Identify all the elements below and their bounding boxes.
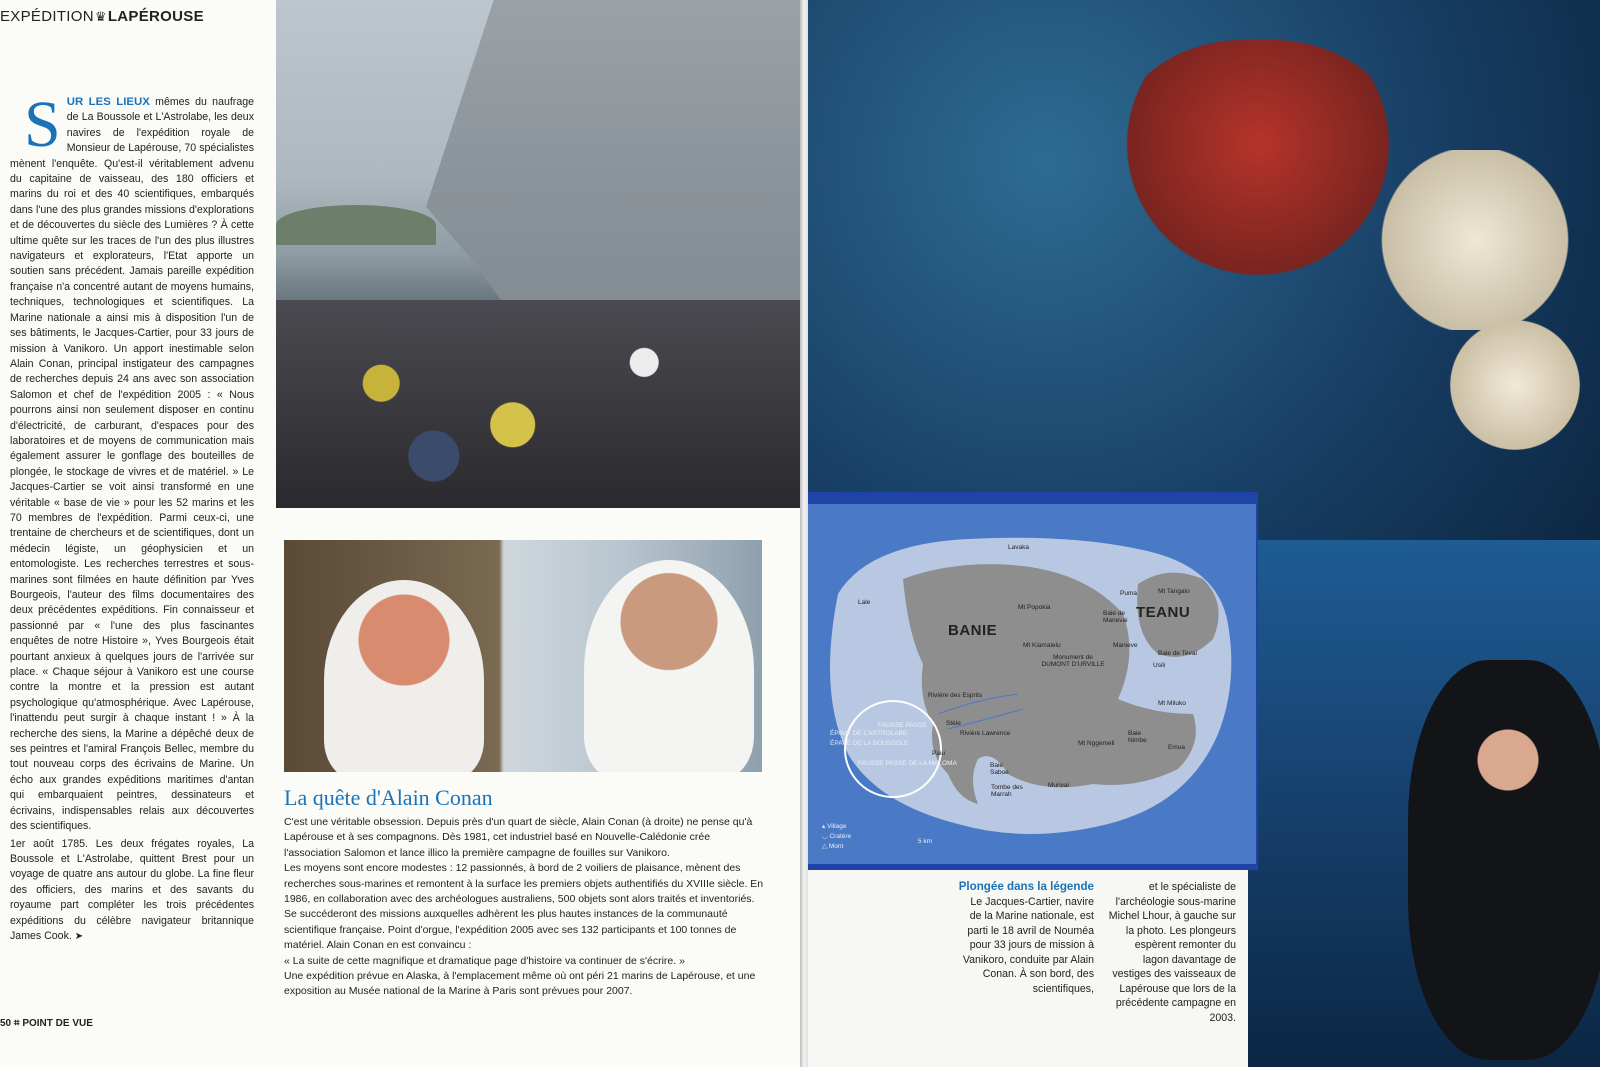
publication-logo-icon: ⌗ (13, 1018, 20, 1029)
map-legend-village: ▴ Village (822, 823, 847, 830)
map-place: Monument de DUMONT D'URVILLE (1041, 654, 1105, 668)
map-place: Mt Nggemeli (1078, 740, 1115, 747)
map-place: Lale (858, 599, 871, 606)
sidebar-paragraph: Une expédition prévue en Alaska, à l'emplacement même où ont péri 21 marins de Lapérouse, et une exposition au Musée national de la Marine à Paris sont prévues pour 2007. (284, 970, 756, 998)
map-place: Murivai (1048, 782, 1069, 789)
article-text-2: 1er août 1785. Les deux frégates royales, La Boussole et L'Astrolabe, quittent Brest pour un voyage de quatre ans autour du globe. La fine fleur des officiers, des marins et des savants du royaume part compléter les trois précédentes expéditions du célèbre navigateur britannique James Cook. (10, 837, 254, 942)
photo-diver-artifact (1248, 540, 1600, 1067)
map-label-banie: BANIE (948, 622, 998, 639)
map-legend-crater: ◡ Cratère (822, 833, 852, 840)
section-header (0, 8, 204, 25)
page-footer (0, 1018, 93, 1029)
section-title: LAPÉROUSE (107, 8, 204, 25)
caption-column-2 (1108, 880, 1236, 1025)
map-place: Baie Nimbe (1128, 730, 1147, 744)
map-place: Mt Miluko (1158, 700, 1186, 707)
map-place: Emua (1168, 744, 1185, 751)
map-place: Lavaka (1008, 544, 1029, 551)
article-body (10, 88, 254, 944)
map-vanikoro (808, 492, 1258, 870)
map-wreck: FAUSSE PASSE (878, 722, 927, 729)
dropcap: S (24, 88, 61, 161)
map-label-teanu: TEANU (1136, 604, 1191, 621)
map-place: Baie Saboe (990, 762, 1009, 776)
sidebar-text (284, 815, 764, 1000)
map-place: Stèle (946, 720, 961, 727)
right-page (808, 0, 1600, 1067)
article-paragraph (10, 837, 254, 945)
map-wreck: ÉPAVE DE LA BOUSSOLE (830, 740, 909, 747)
map-place: Manieve (1113, 642, 1138, 649)
sidebar-paragraph: Les moyens sont encore modestes : 12 passionnés, à bord de 2 voiliers de plaisance, mènent des recherches sous-marines et remontent à la surface les premiers objets authentifiés du XVIIIe siècle. En 1986, en collaboration avec des archéologues australiens, 500 objets sont alors traités et inventoriés. Se succéderont des missions auxquelles adhèrent les plus hautes instances de la communauté scientifique française. Point d'orgue, l'expédition 2005 avec ses 132 participants et 100 tonnes de matériel. Alain Conan en est convaincu : (284, 862, 764, 952)
map-wreck: ÉPAVE DE L'ASTROLABE (830, 730, 908, 737)
map-legend-mount: △ Mont (822, 843, 844, 850)
photo-alain-conan (284, 540, 762, 772)
article-paragraph (10, 88, 254, 835)
map-place: Mt Tangalo (1158, 588, 1190, 595)
page-number: 50 (0, 1018, 12, 1029)
crown-icon: ♛ (94, 9, 107, 24)
photo-ship-crowd (276, 0, 802, 508)
lead-in: UR LES LIEUX (66, 96, 150, 108)
map-place: Mt Popokia (1018, 604, 1051, 611)
map-place: Puma (1120, 590, 1137, 597)
map-place: Usili (1153, 662, 1166, 669)
sidebar-paragraph: C'est une véritable obsession. Depuis près d'un quart de siècle, Alain Conan (à droite) ne pense qu'à Lapérouse et à ses compagnons. Dès 1981, cet industriel basé en Nouvelle-Calédonie crée l'association Salomon et lance illico la première campagne de fouilles sur Vanikoro. (284, 816, 753, 859)
map-place: Baie de Manevai (1103, 610, 1128, 624)
map-place: Rivière Lawrence (960, 730, 1011, 737)
map-place: Baie de Tevai (1158, 650, 1197, 657)
crowd (276, 300, 802, 508)
caption-column-1 (956, 880, 1094, 996)
sidebar-quote: « La suite de cette magnifique et dramatique page d'histoire va continuer de s'écrire. » (284, 954, 685, 967)
map-place: Paiu (932, 750, 946, 757)
caption-text-1: Le Jacques-Cartier, navire de la Marine nationale, est parti le 18 avril de Nouméa pour 33 jours de mission à Vanikoro, conduite par Alain Conan. À son bord, des scientifiques, (962, 895, 1094, 995)
publication-name: POINT DE VUE (22, 1018, 93, 1029)
map-place: Rivière des Esprits (928, 692, 983, 699)
section-label: EXPÉDITION (0, 8, 94, 25)
photo-diver-measuring (808, 0, 1600, 540)
map-scale: 5 km (918, 838, 933, 845)
caption-text-2: et le spécialiste de l'archéologie sous-marine Michel Lhour, à gauche sur la photo. Les plongeurs espèrent remonter du lagon davantage de vestiges des vaisseaux de Lapérouse que lors de la précédente campagne en 2003. (1108, 881, 1236, 1024)
caption-title: Plongée dans la légende (958, 880, 1094, 893)
continue-arrow-icon: ➤ (74, 930, 84, 942)
map-place: Tombe des Marrah (991, 784, 1023, 798)
map-wreck: FAUSSE PASSE DE LA MALOMA (858, 760, 957, 767)
map-place: Mt Kiamalelu (1023, 642, 1061, 649)
sidebar-title: La quête d'Alain Conan (284, 785, 493, 810)
article-text-1: mêmes du naufrage de La Boussole et L'Astrolabe, les deux navires de l'expédition royale de Monsieur de Lapérouse, 70 spécialistes mènent l'enquête. Qu'est-il véritablement advenu du capitaine de vaisseau, des 180 officiers et marins du roi et des 40 scientifiques, embarqués dans l'une des plus grandes missions d'explorations et de découvertes du siècle des Lumières ? À cette ultime quête sur les traces de l'un des plus illustres navigateurs et explorateurs, l'Etat apporte un soutien sans précédent. Jamais pareille expédition française n'a concentré autant de moyens humains, techniques, technologiques et scientifiques. La Marine nationale a ainsi mis à disposition l'un de ses bâtiments, le Jacques-Cartier, pour 33 jours de mission à Vanikoro. Un apport inestimable selon Alain Conan, principal instigateur des campagnes de recherches depuis 24 ans avec son association Salomon et chef de l'expédition 2005 : « Nous pourrons ainsi non seulement disposer en continu d'électricité, de carburant, d'espaces pour des laboratoires et de moyens de communication mais également assurer le gonflage des bouteilles de plongée, le stockage de vivres et de matériel. » Le Jacques-Cartier se voit ainsi transformé en une véritable « base de vie » pour les 52 marins et les 70 membres de l'expédition. Parmi ceux-ci, une trentaine de chercheurs et de scientifiques, dont un médecin légiste, un géophysicien et un entomologiste. Les recherches terrestres et sous-marines sont filmées en haute définition par Yves Bourgeois, l'auteur des films documentaires des deux précédentes expéditions. Fin connaisseur et passionné par « l'une des plus fascinantes enquêtes de notre Histoire », Yves Bourgeois était pourtant anxieux à quelques jours de l'arrivée sur place. « Chaque séjour à Vanikoro est une course contre la montre et la pression est autant psychologique qu'atmosphérique. Avec Lapérouse, l'inattendu peut surgir à chaque instant ! » À la recherche des siens, la Marine a dépêché deux de ses peintres et l'amiral François Bellec, membre du tout nouveau corps des écrivains de Marine. Un écho aux grandes expéditions maritimes d'antan qui embarquaient peintres, dessinateurs et écrivains, indispensables relais aux découvertes des scientifiques. (10, 96, 254, 833)
map-graphic (808, 504, 1256, 864)
